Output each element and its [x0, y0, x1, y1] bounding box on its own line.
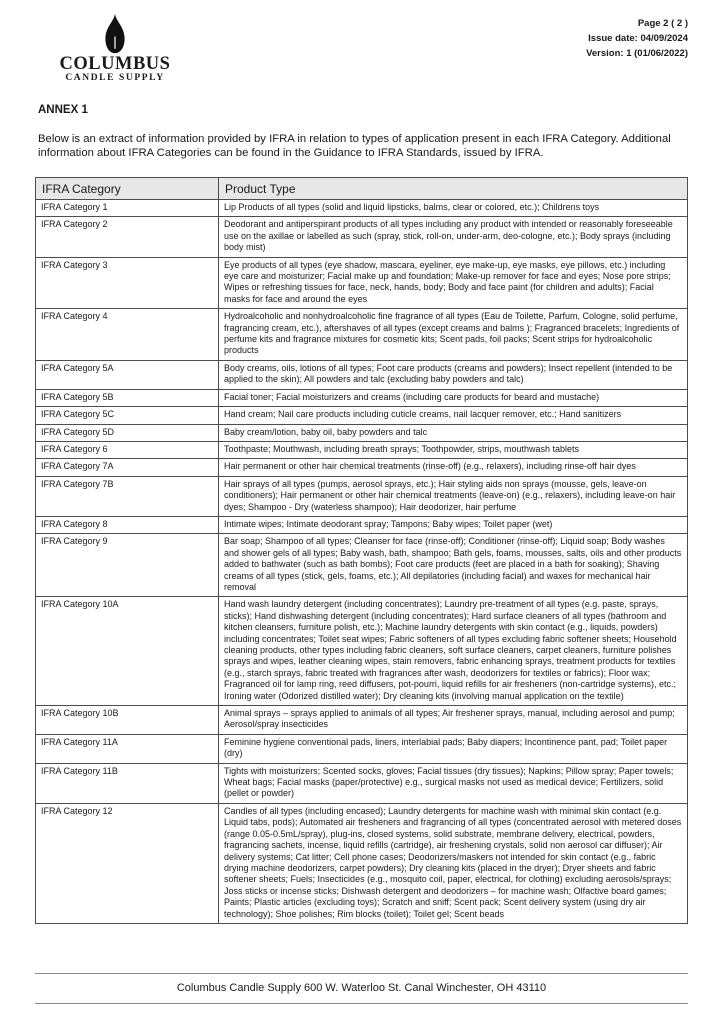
table-row — [36, 389, 688, 406]
product-type-cell: Bar soap; Shampoo of all types; Cleanser for face (rinse-off); Conditioner (rinse-off); Liquid soap; Body washes and shower gels of all types; Baby wash, bath, shampoo; Bath gels, foams, mousses, salts, oils and other products added to bathwater (such as bath bombs); Foot care products (feet are placed in a bath for soaking); Shaving creams of all types (stick, gels, foams, etc.); All depilatories (including facial) and waxes for mechanical hair removal — [219, 534, 688, 597]
page-header — [0, 0, 724, 84]
table-row — [36, 441, 688, 458]
category-cell: IFRA Category 11A — [36, 734, 219, 763]
category-cell: IFRA Category 8 — [36, 516, 219, 533]
issue-date: Issue date: 04/09/2024 — [588, 33, 688, 44]
product-type-cell: Hand wash laundry detergent (including concentrates); Laundry pre-treatment of all types (e.g. paste, sprays, sticks); Hand dishwashing detergent (including concentrates); Hard surface cleaners of all types (bathroom and kitchen cleansers, furniture polish, etc.); Machine laundry detergents with skin contact (e.g., liquids, powders) including concentrates; Toilet seat wipes; Fabric softeners of all types excluding fabric softener sheets; Household cleaning products, other types including fabric cleaners, soft surface cleaners, carpet cleaners, furniture polishes sprays and wipes, leather cleaning wipes, stain removers, fabric enhancing sprays, treatment products for textiles (e.g., starch sprays, fabric treated with fragrances after wash, deodorizers for textiles or fabrics); Floor wax; Fragranced oil for lamp ring, reed diffusers, pot-pourri, liquid refills for air fresheners (non-cartridge systems), etc.; Ironing water (Odorized distilled water); Dry cleaning kits (involving manual application on the textile) — [219, 597, 688, 706]
product-type-cell: Lip Products of all types (solid and liquid lipsticks, balms, clear or colored, etc.); Childrens toys — [219, 200, 688, 217]
table-row — [36, 734, 688, 763]
logo-name: COLUMBUS — [59, 54, 171, 74]
category-cell: IFRA Category 5C — [36, 407, 219, 424]
flame-icon — [98, 13, 132, 55]
table-row — [36, 706, 688, 735]
category-cell: IFRA Category 6 — [36, 441, 219, 458]
page-footer — [35, 973, 688, 1004]
category-cell: IFRA Category 1 — [36, 200, 219, 217]
category-cell: IFRA Category 7B — [36, 476, 219, 516]
product-type-cell: Baby cream/lotion, baby oil, baby powders and talc — [219, 424, 688, 441]
table-row — [36, 257, 688, 309]
category-cell: IFRA Category 9 — [36, 534, 219, 597]
table-row — [36, 763, 688, 803]
table-row — [36, 803, 688, 923]
table-row — [36, 459, 688, 476]
category-cell: IFRA Category 10A — [36, 597, 219, 706]
table-row — [36, 217, 688, 257]
page-number: Page 2 ( 2 ) — [637, 18, 688, 29]
product-type-cell: Body creams, oils, lotions of all types; Foot care products (creams and powders); Insect repellent (intended to be applied to the skin); All powders and talc (excluding baby powders and talc) — [219, 360, 688, 389]
product-type-cell: Hydroalcoholic and nonhydroalcoholic fine fragrance of all types (Eau de Toilette, Parfum, Cologne, solid perfume, fragrancing cream, etc.), aftershaves of all types (except creams and balms ); Fragranced bracelets; Ingredients of perfume kits and fragrance mixtures for cosmetic kits; Scent pads, foil packs; Scent strips for hydroalcoholic products — [219, 309, 688, 361]
ifra-table-body — [36, 200, 688, 924]
table-row — [36, 360, 688, 389]
category-cell: IFRA Category 2 — [36, 217, 219, 257]
company-logo — [50, 13, 180, 84]
table-row — [36, 200, 688, 217]
product-type-cell: Tights with moisturizers; Scented socks, gloves; Facial tissues (dry tissues); Napkins; Pillow spray; Paper towels; Wheat bags; Facial masks (paper/protective) e.g., surgical masks not used as medical device; Fertilizers, solid (pellet or powder) — [219, 763, 688, 803]
category-cell: IFRA Category 5A — [36, 360, 219, 389]
product-type-cell: Hand cream; Nail care products including cuticle creams, nail lacquer remover, etc.; Hand sanitizers — [219, 407, 688, 424]
product-type-cell: Eye products of all types (eye shadow, mascara, eyeliner, eye make-up, eye masks, eye pillows, etc.) including eye care and moisturizer; Facial make up and foundation; Make-up remover for face and eyes; Nose pore strips; Wipes or refreshing tissues for face, neck, hands, body; Body and face paint (for children and adults); Facial masks for face and around the eyes — [219, 257, 688, 309]
category-cell: IFRA Category 5D — [36, 424, 219, 441]
table-row — [36, 534, 688, 597]
product-type-cell: Deodorant and antiperspirant products of all types including any product with intended or reasonably foreseeable use on the axillae or labelled as such (spray, stick, roll-on, under-arm, deo-cologne, etc.); Body sprays (including body mist) — [219, 217, 688, 257]
product-type-cell: Feminine hygiene conventional pads, liners, interlabial pads; Baby diapers; Incontinence pant, pad; Toilet paper (dry) — [219, 734, 688, 763]
product-type-cell: Animal sprays – sprays applied to animals of all types; Air freshener sprays, manual, including aerosol and pump; Aerosol/spray insecticides — [219, 706, 688, 735]
logo-subtitle: CANDLE SUPPLY — [65, 73, 165, 83]
product-type-cell: Facial toner; Facial moisturizers and creams (including care products for beard and mustache) — [219, 389, 688, 406]
annex-title: ANNEX 1 — [38, 104, 88, 116]
category-cell: IFRA Category 5B — [36, 389, 219, 406]
table-row — [36, 516, 688, 533]
table-row — [36, 597, 688, 706]
table-row — [36, 407, 688, 424]
column-header-product-type: Product Type — [219, 178, 688, 200]
product-type-cell: Hair permanent or other hair chemical treatments (rinse-off) (e.g., relaxers), including rinse-off hair dyes — [219, 459, 688, 476]
category-cell: IFRA Category 4 — [36, 309, 219, 361]
table-row — [36, 424, 688, 441]
product-type-cell: Hair sprays of all types (pumps, aerosol sprays, etc.); Hair styling aids non sprays (mousse, gels, leave-on conditioners); Hair permanent or other hair chemical treatments (leave-on) (e.g., relaxers), including leave-on hair dyes; Shampoo - Dry (waterless shampoo); Hair deodorizer, hair perfume — [219, 476, 688, 516]
category-cell: IFRA Category 3 — [36, 257, 219, 309]
category-cell: IFRA Category 10B — [36, 706, 219, 735]
table-row — [36, 476, 688, 516]
version: Version: 1 (01/06/2022) — [586, 48, 688, 59]
intro-paragraph: Below is an extract of information provided by IFRA in relation to types of application present in each IFRA Category. Additional information about IFRA Categories can be found in the Guidance to IFRA Standards, issued by IFRA. — [38, 133, 671, 159]
table-header-row — [36, 178, 688, 200]
ifra-category-table — [35, 177, 688, 924]
category-cell: IFRA Category 7A — [36, 459, 219, 476]
footer-address: Columbus Candle Supply 600 W. Waterloo St. Canal Winchester, OH 43110 — [176, 982, 547, 994]
product-type-cell: Candles of all types (including encased); Laundry detergents for machine wash with minimal skin contact (e.g. Liquid tabs, pods); Automated air fresheners and fragrancing of all types (concentrated aerosol with metered doses (range 0.05-0.5mL/spray), plug-ins, closed systems, solid substrate, membrane delivery, electrical, powders, fragrancing sachets, incense, liquid refills (cartridge), air freshening crystals, solid non aerosol car diffuser); Air delivery systems; Cat litter; Cell phone cases; Deodorizers/maskers not intended for skin contact (e.g., fabric drying machine deodorizers, carpet powders); Dry cleaning kits (placed in the dryer); Dryer sheets and fabric softener sheets; Fuels; Insecticides (e.g., mosquito coil, paper, electrical, for clothing) excluding aerosols/sprays; Joss sticks or incense sticks; Dishwash detergent and deodorizers – for machine wash; Olfactive board games; Paints; Plastic articles (excluding toys); Scratch and sniff; Scent pack; Scent delivery system (using dry air technology); Shoe polishes; Rim blocks (toilet); Toilet gel; Scent beads — [219, 803, 688, 923]
column-header-category: IFRA Category — [36, 178, 219, 200]
product-type-cell: Toothpaste; Mouthwash, including breath sprays; Toothpowder, strips, mouthwash tablets — [219, 441, 688, 458]
page-info-block — [586, 13, 688, 61]
table-row — [36, 309, 688, 361]
category-cell: IFRA Category 12 — [36, 803, 219, 923]
product-type-cell: Intimate wipes; Intimate deodorant spray; Tampons; Baby wipes; Toilet paper (wet) — [219, 516, 688, 533]
category-cell: IFRA Category 11B — [36, 763, 219, 803]
